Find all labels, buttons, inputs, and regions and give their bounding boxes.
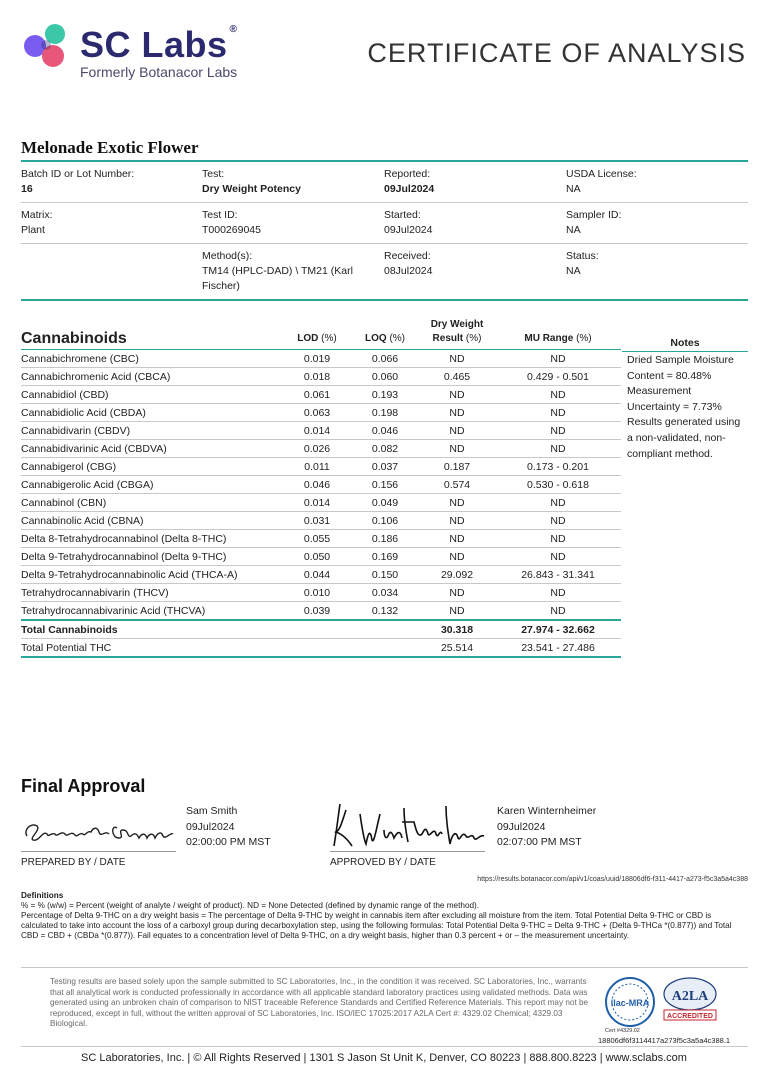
cell-mu: 23.541 - 27.486 bbox=[495, 639, 621, 658]
cell-loq: 0.060 bbox=[351, 368, 419, 386]
started-value: 09Jul2024 bbox=[384, 224, 433, 236]
cell-loq: 0.106 bbox=[351, 512, 419, 530]
received-label: Received: bbox=[384, 250, 431, 262]
brand-subtitle: Formerly Botanacor Labs bbox=[80, 64, 238, 80]
sampler-value: NA bbox=[566, 224, 581, 236]
test-value: Dry Weight Potency bbox=[202, 183, 301, 195]
cell-mu: 0.429 - 0.501 bbox=[495, 368, 621, 386]
a2la-logo-text: A2LA bbox=[671, 989, 709, 1004]
table-row bbox=[21, 494, 621, 512]
table-row bbox=[21, 566, 621, 584]
cell-result: 30.318 bbox=[419, 620, 495, 639]
cell-result: ND bbox=[419, 440, 495, 458]
cell-result: ND bbox=[419, 584, 495, 602]
total-row bbox=[21, 620, 621, 639]
cell-lod: 0.063 bbox=[283, 404, 351, 422]
approver-caption: APPROVED BY / DATE bbox=[330, 857, 436, 868]
accredited-logo-text: ACCREDITED bbox=[667, 1013, 713, 1020]
cell-loq: 0.082 bbox=[351, 440, 419, 458]
cell-result: ND bbox=[419, 422, 495, 440]
definitions-heading: Definitions bbox=[21, 891, 64, 900]
preparer-time: 02:00:00 PM MST bbox=[186, 836, 271, 848]
table-row bbox=[21, 368, 621, 386]
cell-empty bbox=[351, 639, 419, 658]
matrix-cell bbox=[21, 208, 53, 238]
test-id-cell bbox=[202, 208, 261, 238]
table-row bbox=[21, 548, 621, 566]
footer-text: SC Laboratories, Inc. | © All Rights Reserved | 1301 S Jason St Unit K, Denver, CO 80223 | 888.800.8223 | www.sclabs.com bbox=[81, 1052, 687, 1064]
table-row bbox=[21, 350, 621, 368]
table-row bbox=[21, 512, 621, 530]
cell-lod: 0.046 bbox=[283, 476, 351, 494]
test-cell bbox=[202, 167, 301, 197]
cell-name: Total Cannabinoids bbox=[21, 620, 283, 639]
cell-result: ND bbox=[419, 350, 495, 368]
cell-result: 0.187 bbox=[419, 458, 495, 476]
approver-meta bbox=[497, 804, 596, 851]
registered-mark: ® bbox=[229, 24, 238, 35]
disclaimer-text: Testing results are based solely upon the sample submitted to SC Laboratories, Inc., in the condition it was received. SC Laboratories, Inc., warrants that all analytical work is conducted professionally in accordance with all applicable standard laboratory practices using validated methods. Data was generated using an unbroken chain of comparison to NIST traceable Reference Standards and Certified Reference Materials. This report may not be reproduced, except in full, without the written approval of SC Laboratories, Inc. ISO/IEC 17025:2017 A2LA Cert #: 4329.02 Chemical; 4329.03 Biological. bbox=[50, 977, 589, 1028]
coa-url-link[interactable]: https://results.botanacor.com/api/v1/coas/uuid/18806df6-f311-4417-a273-f5c3a5a4c388 bbox=[477, 876, 748, 883]
cell-lod: 0.011 bbox=[283, 458, 351, 476]
cell-loq: 0.169 bbox=[351, 548, 419, 566]
cell-mu: ND bbox=[495, 602, 621, 621]
ilac-mra-logo-icon bbox=[604, 976, 656, 1028]
document-title: CERTIFICATE OF ANALYSIS bbox=[367, 38, 746, 68]
notes-header: Notes bbox=[670, 337, 700, 349]
method-cell bbox=[202, 249, 353, 294]
cell-lod: 0.050 bbox=[283, 548, 351, 566]
sampler-cell bbox=[566, 208, 621, 238]
usda-cell bbox=[566, 167, 637, 197]
test-id-value: T000269045 bbox=[202, 224, 261, 236]
cell-name: Cannabinol (CBN) bbox=[21, 494, 283, 512]
cell-result: ND bbox=[419, 530, 495, 548]
cell-result: ND bbox=[419, 494, 495, 512]
cell-mu: ND bbox=[495, 494, 621, 512]
approver-signature-line bbox=[330, 851, 485, 852]
cell-lod: 0.018 bbox=[283, 368, 351, 386]
cell-mu: ND bbox=[495, 386, 621, 404]
info-divider bbox=[21, 202, 748, 203]
preparer-date: 09Jul2024 bbox=[186, 820, 235, 833]
notes-divider bbox=[622, 351, 748, 352]
batch-label: Batch ID or Lot Number: bbox=[21, 168, 135, 180]
cell-lod: 0.039 bbox=[283, 602, 351, 621]
cell-name: Delta 9-Tetrahydrocannabinolic Acid (THCA-A) bbox=[21, 566, 283, 584]
approver-signature-icon bbox=[330, 800, 486, 852]
cell-name: Cannabigerol (CBG) bbox=[21, 458, 283, 476]
cell-empty bbox=[351, 620, 419, 639]
cell-loq: 0.046 bbox=[351, 422, 419, 440]
cell-mu: 0.530 - 0.618 bbox=[495, 476, 621, 494]
preparer-signature-line bbox=[21, 851, 176, 852]
preparer-caption: PREPARED BY / DATE bbox=[21, 857, 126, 868]
test-id-label: Test ID: bbox=[202, 209, 238, 221]
approver-name: Karen Winternheimer bbox=[497, 805, 597, 817]
cell-name: Delta 8-Tetrahydrocannabinol (Delta 8-THC) bbox=[21, 530, 283, 548]
cell-loq: 0.037 bbox=[351, 458, 419, 476]
product-name: Melonade Exotic Flower bbox=[21, 138, 199, 157]
table-body bbox=[21, 350, 621, 658]
cell-name: Cannabidivarinic Acid (CBDVA) bbox=[21, 440, 283, 458]
reported-cell bbox=[384, 167, 434, 197]
cell-result: ND bbox=[419, 512, 495, 530]
cell-loq: 0.034 bbox=[351, 584, 419, 602]
cell-lod: 0.014 bbox=[283, 494, 351, 512]
usda-value: NA bbox=[566, 183, 581, 195]
preparer-name: Sam Smith bbox=[186, 805, 238, 817]
result-header: Dry Weight Result (%) bbox=[419, 318, 495, 350]
document-id: 18806df6f3114417a273f5c3a5a4c388.1 bbox=[598, 1036, 731, 1045]
cell-loq: 0.132 bbox=[351, 602, 419, 621]
cell-mu: ND bbox=[495, 530, 621, 548]
sc-labs-logo-mark-icon bbox=[22, 22, 70, 70]
matrix-value: Plant bbox=[21, 224, 45, 236]
loq-header: LOQ (%) bbox=[351, 318, 419, 350]
table-row bbox=[21, 440, 621, 458]
approver-time: 02:07:00 PM MST bbox=[497, 836, 582, 848]
cert-number: Cert #4329.02 bbox=[605, 1028, 640, 1034]
cell-result: 0.574 bbox=[419, 476, 495, 494]
matrix-label: Matrix: bbox=[21, 209, 53, 221]
method-value-line1: TM14 (HPLC-DAD) \ TM21 (Karl bbox=[202, 265, 353, 277]
test-label: Test: bbox=[202, 168, 225, 180]
cell-lod: 0.026 bbox=[283, 440, 351, 458]
cell-loq: 0.066 bbox=[351, 350, 419, 368]
method-value-line2: Fischer) bbox=[202, 280, 240, 292]
table-row bbox=[21, 602, 621, 621]
cell-mu: ND bbox=[495, 404, 621, 422]
cell-mu: ND bbox=[495, 548, 621, 566]
cannabinoids-table bbox=[21, 318, 621, 658]
preparer-signature-icon bbox=[21, 808, 177, 850]
cell-mu: ND bbox=[495, 584, 621, 602]
cell-result: ND bbox=[419, 404, 495, 422]
cell-loq: 0.198 bbox=[351, 404, 419, 422]
received-cell bbox=[384, 249, 432, 279]
cell-name: Tetrahydrocannabivarinic Acid (THCVA) bbox=[21, 602, 283, 621]
footer-divider bbox=[21, 1046, 748, 1047]
approver-date: 09Jul2024 bbox=[497, 820, 546, 833]
cell-loq: 0.150 bbox=[351, 566, 419, 584]
cell-loq: 0.186 bbox=[351, 530, 419, 548]
status-cell bbox=[566, 249, 599, 279]
cell-mu: ND bbox=[495, 440, 621, 458]
ilac-logo-text: ilac-MRA bbox=[610, 998, 650, 1008]
table-row bbox=[21, 386, 621, 404]
cell-mu: 27.974 - 32.662 bbox=[495, 620, 621, 639]
notes-text: Dried Sample Moisture Content = 80.48% Measurement Uncertainty = 7.73% Results generated using a non-validated, non-compliant method. bbox=[627, 354, 741, 460]
cell-result: ND bbox=[419, 602, 495, 621]
cell-lod: 0.010 bbox=[283, 584, 351, 602]
started-cell bbox=[384, 208, 432, 238]
table-row bbox=[21, 584, 621, 602]
table-title: Cannabinoids bbox=[21, 318, 283, 350]
cell-lod: 0.055 bbox=[283, 530, 351, 548]
usda-label: USDA License: bbox=[566, 168, 637, 180]
status-value: NA bbox=[566, 265, 581, 277]
cell-loq: 0.193 bbox=[351, 386, 419, 404]
mu-header: MU Range (%) bbox=[495, 318, 621, 350]
cell-lod: 0.031 bbox=[283, 512, 351, 530]
cell-name: Cannabichromenic Acid (CBCA) bbox=[21, 368, 283, 386]
reported-label: Reported: bbox=[384, 168, 431, 180]
cell-lod: 0.044 bbox=[283, 566, 351, 584]
cell-name: Total Potential THC bbox=[21, 639, 283, 658]
cell-loq: 0.156 bbox=[351, 476, 419, 494]
a2la-accredited-logo-icon bbox=[660, 976, 720, 1022]
cell-empty bbox=[283, 620, 351, 639]
table-row bbox=[21, 530, 621, 548]
batch-value: 16 bbox=[21, 183, 33, 195]
definitions-line2: Percentage of Delta 9-THC on a dry weight basis = The percentage of Delta 9-THC by weight in cannabis item after excluding all moisture from the item. Total Potential Delta 9-THC or CBD is calculated to take into account the loss of a carboxyl group during decarboxylation step, using the following formulas: Total Potential Delta 9-THC = Delta 9-THC + (Delta 9-THCa *(0.877)) and Total CBD = CBD + (CBDa *(0.877)). Fail equates to a concentration level of Delta 9-THC, on a dry weight basis, higher than 0.3 percent + or – the measurement uncertainty. bbox=[21, 911, 732, 940]
definitions bbox=[21, 891, 749, 941]
cell-mu: 0.173 - 0.201 bbox=[495, 458, 621, 476]
cell-loq: 0.049 bbox=[351, 494, 419, 512]
batch-cell bbox=[21, 167, 134, 197]
total-thc-row bbox=[21, 639, 621, 658]
final-approval-title: Final Approval bbox=[21, 776, 146, 796]
cell-name: Cannabidiol (CBD) bbox=[21, 386, 283, 404]
cell-result: 25.514 bbox=[419, 639, 495, 658]
cell-lod: 0.014 bbox=[283, 422, 351, 440]
cell-mu: ND bbox=[495, 350, 621, 368]
brand-name: SC Labs bbox=[80, 24, 228, 65]
table-row bbox=[21, 422, 621, 440]
info-bottom-divider bbox=[21, 299, 748, 301]
cell-lod: 0.019 bbox=[283, 350, 351, 368]
cell-name: Delta 9-Tetrahydrocannabinol (Delta 9-THC) bbox=[21, 548, 283, 566]
cell-name: Cannabinolic Acid (CBNA) bbox=[21, 512, 283, 530]
cell-result: ND bbox=[419, 548, 495, 566]
cell-result: 0.465 bbox=[419, 368, 495, 386]
sampler-label: Sampler ID: bbox=[566, 209, 622, 221]
received-value: 08Jul2024 bbox=[384, 265, 433, 277]
cell-name: Tetrahydrocannabivarin (THCV) bbox=[21, 584, 283, 602]
cell-name: Cannabichromene (CBC) bbox=[21, 350, 283, 368]
cell-mu: 26.843 - 31.341 bbox=[495, 566, 621, 584]
cell-name: Cannabidiolic Acid (CBDA) bbox=[21, 404, 283, 422]
disclaimer-divider bbox=[21, 967, 748, 968]
reported-value: 09Jul2024 bbox=[384, 183, 435, 195]
table-row bbox=[21, 404, 621, 422]
info-divider bbox=[21, 243, 748, 244]
cell-empty bbox=[283, 639, 351, 658]
cell-mu: ND bbox=[495, 512, 621, 530]
cell-result: 29.092 bbox=[419, 566, 495, 584]
cell-name: Cannabidivarin (CBDV) bbox=[21, 422, 283, 440]
header-divider bbox=[21, 160, 748, 162]
method-label: Method(s): bbox=[202, 250, 253, 262]
table-row bbox=[21, 458, 621, 476]
definitions-line1: % = % (w/w) = Percent (weight of analyte / weight of product). ND = None Detected (defined by dynamic range of the method). bbox=[21, 901, 480, 910]
cell-result: ND bbox=[419, 386, 495, 404]
table-row bbox=[21, 476, 621, 494]
cell-lod: 0.061 bbox=[283, 386, 351, 404]
started-label: Started: bbox=[384, 209, 421, 221]
status-label: Status: bbox=[566, 250, 599, 262]
preparer-meta bbox=[186, 804, 271, 851]
sc-labs-logo bbox=[22, 18, 262, 78]
cell-mu: ND bbox=[495, 422, 621, 440]
lod-header: LOD (%) bbox=[283, 318, 351, 350]
cell-name: Cannabigerolic Acid (CBGA) bbox=[21, 476, 283, 494]
